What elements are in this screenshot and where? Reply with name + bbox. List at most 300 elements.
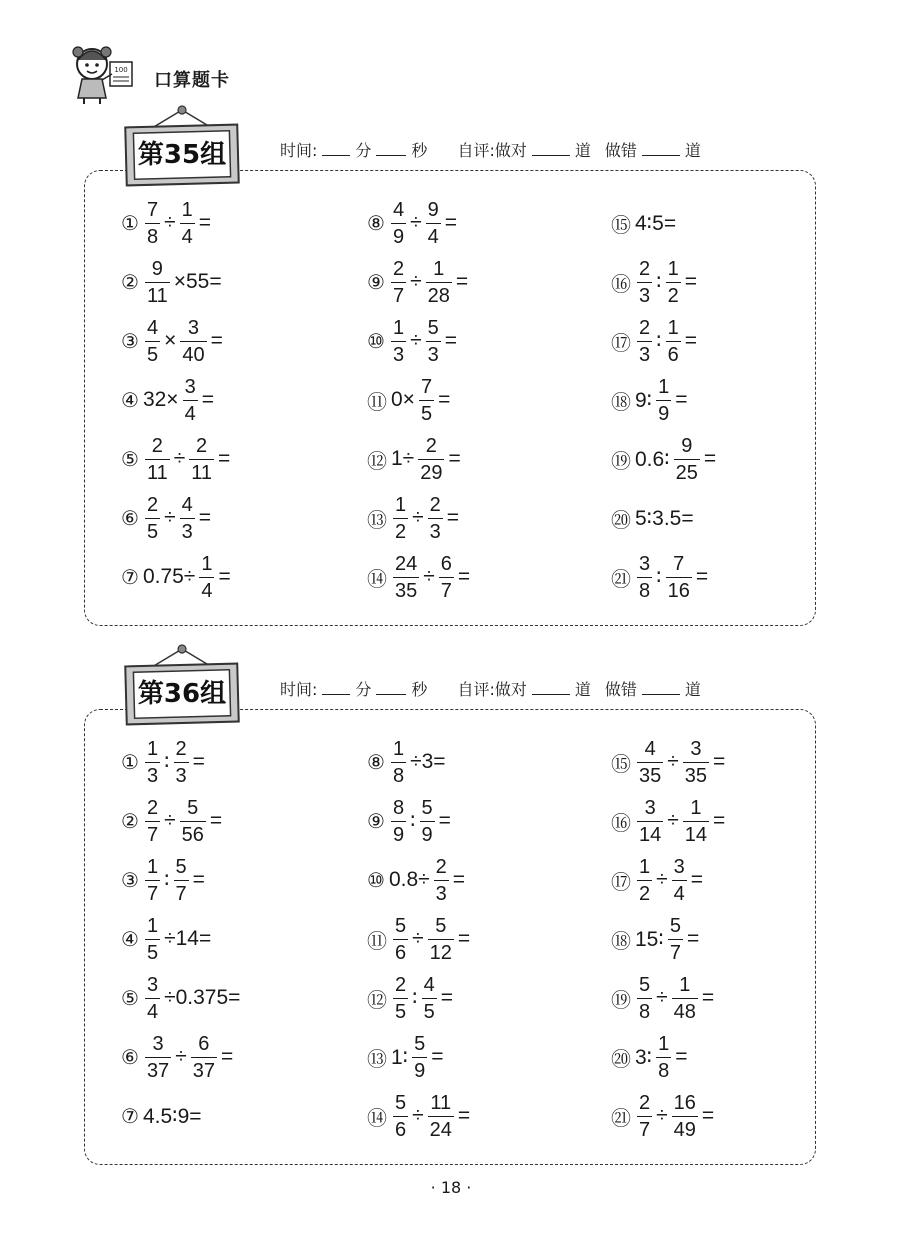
fraction [393, 915, 408, 964]
fraction-bar [145, 998, 160, 999]
fraction-bar [637, 1116, 652, 1117]
problem-expression [634, 1033, 689, 1082]
operator-text: = [701, 986, 715, 1009]
denominator: 5 [146, 941, 159, 964]
operator-text: = [452, 868, 466, 891]
denominator: 3 [639, 343, 651, 366]
problem-expression [634, 974, 715, 1023]
operator-text: ∶ [164, 750, 170, 774]
problem-expression [142, 974, 241, 1023]
problem-number: ⑳ [611, 507, 631, 532]
denominator: 28 [427, 284, 450, 307]
operator-text: 4∶5= [635, 211, 677, 235]
problem-item [611, 1088, 715, 1144]
problem-expression [388, 738, 447, 787]
problem-item [367, 970, 454, 1026]
numerator: 3 [146, 973, 159, 996]
operator-text: = [440, 986, 453, 1009]
operator-text: ÷ [175, 1045, 187, 1068]
problem-item [611, 431, 717, 487]
numerator: 4 [423, 973, 435, 996]
fraction-bar [393, 939, 408, 940]
fraction-bar [145, 1057, 171, 1058]
operator-text: = [446, 506, 460, 529]
problem-expression [634, 738, 726, 787]
fraction-bar [393, 998, 408, 999]
dao-label: 道 [684, 141, 701, 160]
operator-text: = [684, 329, 697, 352]
fraction-bar [637, 880, 652, 881]
problem-number: ⑤ [121, 986, 139, 1010]
fraction [637, 258, 652, 307]
numerator: 1 [395, 493, 407, 516]
problem-expression [388, 258, 469, 307]
problem-number: ⑨ [367, 270, 385, 294]
problem-item [367, 793, 452, 849]
second-blank[interactable] [376, 141, 406, 156]
fraction [666, 258, 681, 307]
operator-text: = [686, 927, 700, 950]
operator-text: ÷ [410, 270, 422, 293]
wrong-label: 做错 [604, 141, 637, 160]
problem-expression [634, 317, 698, 366]
fraction-bar [412, 1057, 427, 1058]
numerator: 5 [427, 316, 439, 339]
problem-item [367, 852, 466, 908]
denominator: 49 [673, 1118, 696, 1141]
denominator: 11 [191, 461, 212, 484]
problem-item [367, 911, 471, 967]
problem-item [121, 431, 231, 487]
fraction [393, 553, 419, 602]
operator-text: 0× [391, 388, 415, 411]
problem-number: ⑬ [367, 1046, 387, 1071]
problem-box [84, 170, 816, 626]
problem-number: ⑥ [121, 506, 139, 530]
fraction-bar [428, 939, 454, 940]
problem-item [367, 313, 458, 369]
denominator: 7 [639, 1118, 651, 1141]
fraction [428, 494, 443, 543]
operator-text: = [444, 329, 457, 352]
problem-expression [142, 738, 206, 787]
fraction [145, 494, 160, 543]
denominator: 4 [201, 579, 213, 602]
numerator: 1 [679, 973, 691, 996]
problem-number: ⑦ [121, 1104, 139, 1128]
fraction-bar [419, 400, 434, 401]
operator-text: ÷ [412, 927, 424, 950]
denominator: 3 [429, 520, 441, 543]
problem-number: ⑨ [367, 809, 385, 833]
numerator: 5 [395, 914, 407, 937]
fraction-bar [180, 821, 206, 822]
problem-item [121, 1029, 234, 1085]
operator-text: ÷ [164, 506, 176, 529]
fraction-bar [666, 577, 692, 578]
operator-text: ÷ [656, 1104, 668, 1127]
denominator: 3 [435, 882, 447, 905]
numerator: 8 [392, 796, 405, 819]
numerator: 5 [175, 855, 187, 878]
denominator: 48 [673, 1000, 696, 1023]
problem-number: ⑦ [121, 565, 139, 589]
fraction-bar [672, 998, 698, 999]
minute-label: 分 [355, 141, 372, 160]
fraction-bar [393, 518, 408, 519]
denominator: 5 [420, 402, 433, 425]
problem-item [367, 372, 451, 428]
fraction-bar [637, 577, 652, 578]
denominator: 12 [429, 941, 452, 964]
problem-expression [390, 1033, 445, 1082]
numerator: 3 [187, 316, 200, 339]
fraction [674, 435, 700, 484]
problem-number: ⑲ [611, 987, 631, 1012]
operator-text: = [438, 388, 451, 411]
self-eval-label: 自评:做对 [457, 680, 527, 699]
fraction-bar [683, 821, 709, 822]
fraction [656, 1033, 671, 1082]
denominator: 3 [181, 520, 193, 543]
second-blank[interactable] [376, 680, 406, 695]
denominator: 24 [429, 1118, 452, 1141]
fraction [180, 317, 206, 366]
problem-item [121, 490, 212, 546]
numerator: 1 [146, 855, 159, 878]
problem-number: ② [121, 270, 139, 294]
header-title: 口算题卡 [154, 70, 230, 91]
problem-item [121, 852, 206, 908]
numerator: 2 [429, 493, 441, 516]
numerator: 2 [146, 796, 159, 819]
problem-item [611, 852, 704, 908]
problem-item [611, 372, 689, 428]
denominator: 9 [658, 402, 670, 425]
numerator: 6 [440, 552, 452, 575]
problem-expression [634, 506, 695, 531]
problem-expression [390, 376, 451, 425]
problem-expression [390, 553, 471, 602]
operator-text: ÷ [164, 211, 176, 234]
fraction-bar [428, 1116, 454, 1117]
denominator: 2 [667, 284, 679, 307]
numerator: 3 [644, 796, 656, 819]
minute-blank[interactable] [322, 680, 350, 695]
denominator: 4 [184, 402, 196, 425]
denominator: 4 [673, 882, 685, 905]
operator-text: = [701, 1104, 715, 1127]
problem-number: ⑭ [367, 1105, 387, 1130]
denominator: 8 [658, 1059, 670, 1082]
operator-text: ÷ [173, 447, 186, 470]
fraction [145, 915, 160, 964]
numerator: 5 [421, 796, 433, 819]
problem-number: ⑭ [367, 566, 387, 591]
fraction [174, 856, 189, 905]
fraction [393, 1092, 408, 1141]
operator-text: = [684, 270, 697, 293]
operator-text: = [192, 868, 205, 891]
fraction [145, 1033, 171, 1082]
operator-text: ∶ [410, 809, 416, 833]
fraction [656, 376, 671, 425]
dao-label: 道 [574, 141, 591, 160]
group-badge [122, 643, 242, 727]
fraction [189, 435, 214, 484]
fraction-bar [426, 341, 441, 342]
minute-label: 分 [355, 680, 372, 699]
denominator: 37 [192, 1059, 215, 1082]
denominator: 5 [423, 1000, 435, 1023]
denominator: 37 [146, 1059, 170, 1082]
denominator: 8 [639, 579, 651, 602]
operator-text: = [695, 565, 709, 588]
numerator: 3 [639, 552, 651, 575]
problem-expression [390, 1092, 471, 1141]
operator-text: = [455, 270, 469, 293]
fraction-bar [439, 577, 454, 578]
numerator: 9 [427, 198, 439, 221]
problem-number: ⑫ [367, 987, 387, 1012]
problem-number: ⑩ [367, 868, 385, 892]
fraction-bar [637, 762, 663, 763]
problem-item [611, 734, 726, 790]
numerator: 5 [414, 1032, 426, 1055]
problem-item [611, 254, 698, 310]
denominator: 14 [684, 823, 708, 846]
group-title: 第35组 [137, 140, 227, 170]
fraction [434, 856, 449, 905]
fraction [637, 553, 652, 602]
operator-text: 1∶ [391, 1045, 409, 1069]
operator-text: = [444, 211, 457, 234]
problem-item [121, 734, 206, 790]
denominator: 2 [639, 882, 651, 905]
operator-text: ∶ [656, 329, 662, 353]
dao-label: 道 [574, 680, 591, 699]
fraction [426, 258, 452, 307]
problem-expression [388, 199, 458, 248]
fraction [419, 376, 434, 425]
wrong-label: 做错 [604, 680, 637, 699]
problem-number: ③ [121, 329, 139, 353]
fraction-bar [656, 400, 671, 401]
wrong-blank[interactable] [642, 141, 680, 156]
problem-expression [390, 915, 471, 964]
numerator: 4 [644, 737, 656, 760]
fraction [418, 435, 444, 484]
operator-text: × [164, 329, 177, 352]
fraction-bar [683, 762, 709, 763]
fraction [637, 317, 652, 366]
numerator: 5 [669, 914, 681, 937]
numerator: 1 [639, 855, 651, 878]
fraction-bar [145, 341, 160, 342]
fraction-bar [426, 223, 441, 224]
problem-number: ⑧ [367, 750, 385, 774]
numerator: 2 [639, 1091, 651, 1114]
fraction [391, 199, 406, 248]
fraction [420, 797, 435, 846]
problem-item [611, 793, 726, 849]
problem-number: ㉑ [611, 1105, 631, 1130]
numerator: 1 [433, 257, 445, 280]
operator-text: 5∶3.5= [635, 506, 694, 530]
operator-text: ÷ [667, 809, 679, 832]
denominator: 9 [421, 823, 433, 846]
problem-grid [121, 734, 811, 1154]
problem-expression [634, 1092, 715, 1141]
numerator: 1 [392, 316, 405, 339]
fraction [393, 494, 408, 543]
operator-text: 9∶ [635, 388, 653, 412]
fraction [145, 856, 160, 905]
problem-item [121, 911, 212, 967]
fraction [145, 738, 160, 787]
problem-item [367, 1029, 445, 1085]
problem-item [121, 195, 212, 251]
problem-item [367, 431, 462, 487]
problem-number: ⑰ [611, 869, 631, 894]
time-label: 时间: [280, 141, 318, 160]
operator-text: = [218, 447, 231, 470]
problem-number: ⑳ [611, 1046, 631, 1071]
fraction-bar [668, 939, 683, 940]
fraction [426, 199, 441, 248]
operator-text: 1÷ [391, 447, 415, 470]
problem-expression [142, 1033, 234, 1082]
fraction [145, 258, 170, 307]
denominator: 29 [420, 461, 443, 484]
minute-blank[interactable] [322, 141, 350, 156]
denominator: 40 [182, 343, 205, 366]
second-label: 秒 [411, 141, 428, 160]
fraction-bar [391, 821, 406, 822]
problem-expression [142, 797, 223, 846]
denominator: 4 [146, 1000, 159, 1023]
fraction-bar [434, 880, 449, 881]
operator-text: ∶ [412, 986, 418, 1010]
problem-expression [634, 435, 717, 484]
fraction-bar [180, 341, 206, 342]
denominator: 8 [639, 1000, 651, 1023]
fraction-bar [637, 341, 652, 342]
fraction-bar [637, 282, 652, 283]
fraction-bar [672, 1116, 698, 1117]
fraction [412, 1033, 427, 1082]
numerator: 1 [181, 198, 193, 221]
operator-text: = [209, 809, 223, 832]
problem-expression [390, 974, 454, 1023]
fraction [180, 797, 206, 846]
numerator: 2 [435, 855, 447, 878]
operator-text: ÷ [667, 750, 679, 773]
correct-blank[interactable] [532, 680, 570, 695]
fraction-bar [391, 341, 406, 342]
problem-expression [142, 199, 212, 248]
fraction [637, 974, 652, 1023]
fraction-bar [145, 518, 160, 519]
time-eval-line [280, 138, 701, 161]
group-badge [122, 104, 242, 188]
denominator: 4 [427, 225, 439, 248]
fraction-bar [145, 282, 170, 283]
denominator: 9 [414, 1059, 426, 1082]
problem-item [121, 1088, 203, 1144]
operator-text: = [438, 809, 451, 832]
operator-text: ∶ [164, 868, 170, 892]
fraction-bar [420, 821, 435, 822]
operator-text: = [431, 1045, 444, 1068]
fraction-bar [393, 577, 419, 578]
denominator: 35 [639, 764, 662, 787]
problem-item [121, 549, 232, 605]
problem-number: ② [121, 809, 139, 833]
fraction [683, 738, 709, 787]
problem-expression [142, 915, 212, 964]
denominator: 6 [395, 941, 407, 964]
operator-text: ÷3= [410, 750, 446, 773]
problem-item [611, 1029, 689, 1085]
fraction [199, 553, 214, 602]
denominator: 7 [392, 284, 405, 307]
fraction-bar [422, 998, 437, 999]
operator-text: ÷ [656, 986, 668, 1009]
fraction-bar [426, 282, 452, 283]
fraction [145, 435, 170, 484]
fraction [145, 797, 160, 846]
problem-number: ⑱ [611, 389, 631, 414]
denominator: 3 [146, 764, 159, 787]
problem-number: ⑮ [611, 212, 631, 237]
correct-blank[interactable] [532, 141, 570, 156]
fraction [145, 199, 160, 248]
numerator: 1 [690, 796, 702, 819]
problem-expression [388, 797, 452, 846]
problem-expression [634, 211, 677, 236]
fraction [180, 494, 195, 543]
wrong-blank[interactable] [642, 680, 680, 695]
problem-number: ① [121, 750, 139, 774]
operator-text: = [690, 868, 704, 891]
numerator: 5 [639, 973, 651, 996]
denominator: 3 [427, 343, 439, 366]
girl-holding-paper-icon [68, 38, 140, 106]
fraction [637, 738, 663, 787]
numerator: 16 [673, 1091, 696, 1114]
operator-text: = [448, 447, 461, 470]
fraction-bar [189, 459, 214, 460]
fraction [145, 317, 160, 366]
denominator: 6 [667, 343, 679, 366]
problem-number: ⑪ [367, 928, 387, 953]
numerator: 7 [146, 198, 159, 221]
problem-expression [142, 553, 232, 602]
fraction [422, 974, 437, 1023]
time-label: 时间: [280, 680, 318, 699]
self-eval-label: 自评:做对 [457, 141, 527, 160]
operator-text: = [675, 388, 688, 411]
problem-item [367, 1088, 471, 1144]
dao-label: 道 [684, 680, 701, 699]
denominator: 4 [181, 225, 193, 248]
numerator: 4 [146, 316, 159, 339]
page-header [68, 38, 368, 108]
operator-text: ∶ [656, 565, 662, 589]
fraction-bar [391, 282, 406, 283]
denominator: 25 [675, 461, 698, 484]
